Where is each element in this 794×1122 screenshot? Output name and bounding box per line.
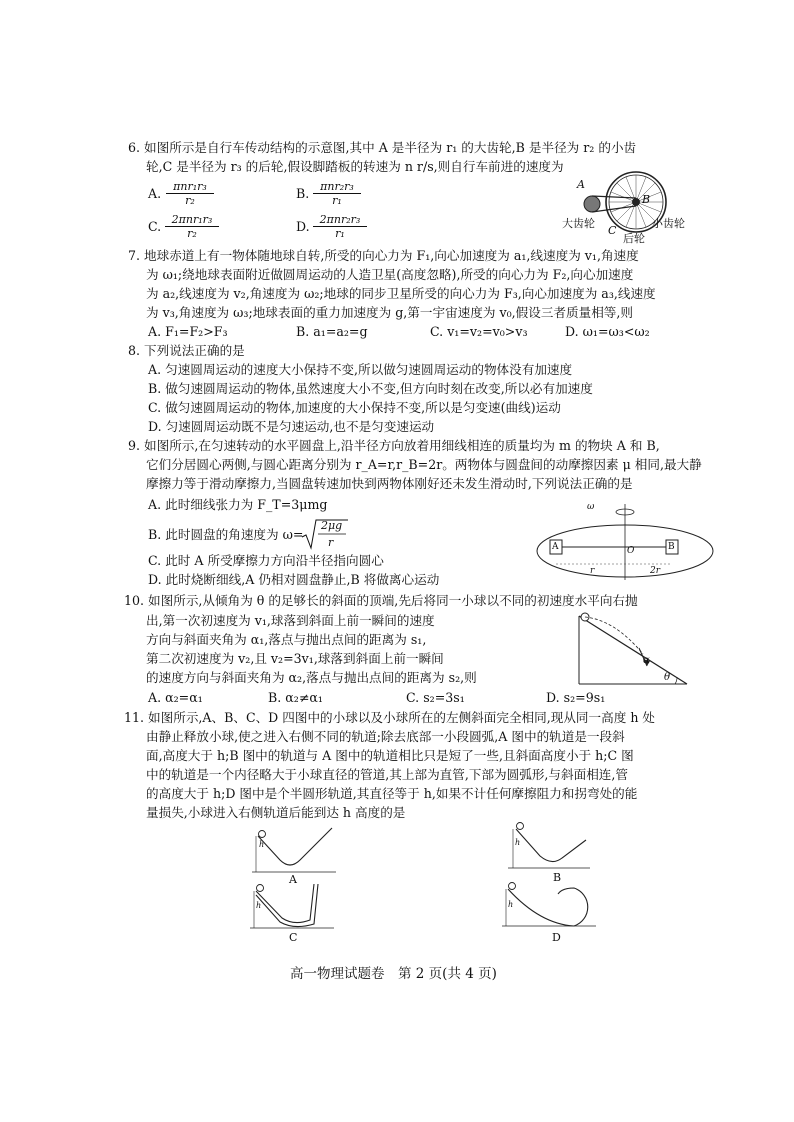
q11-c-ball xyxy=(257,885,264,892)
q11-c-h: h xyxy=(256,901,262,910)
q6-option-c-den: r₂ xyxy=(187,227,197,240)
q9-fig-label-o: O xyxy=(627,546,635,556)
q9-fig-label-2r: 2r xyxy=(650,566,661,576)
q11-label-d: D xyxy=(552,931,561,944)
q9-option-c: C. 此时 A 所受摩擦力方向沿半径指向圆心 xyxy=(148,553,384,568)
q6-fig-label-a: A xyxy=(577,178,585,191)
q11-stem-line6: 量损失,小球进入右侧轨道后能到达 h 高度的是 xyxy=(146,805,406,820)
q11-figure-a xyxy=(250,826,340,874)
q9-option-b-num: 2μg xyxy=(321,519,343,532)
q11-a-ball xyxy=(259,831,266,838)
q11-d-ball xyxy=(509,883,516,890)
q10-fig-theta: θ xyxy=(664,672,671,683)
q11-d-h: h xyxy=(508,900,514,909)
q6-option-b-fraction xyxy=(313,180,361,207)
q11-c-tube-inner xyxy=(256,884,314,923)
q6-stem-line1: 6. 如图所示是自行车传动结构的示意图,其中 A 是半径为 r₁ 的大齿轮,B 是半径为 r₂ 的小齿 xyxy=(128,140,637,155)
q6-fig-small-gear-label: 小齿轮 xyxy=(652,217,685,230)
q11-a-h: h xyxy=(259,840,265,849)
q11-stem-line2: 由静止释放小球,使之进入右侧不同的轨道;除去底部一小段圆弧,A 图中的轨道是一段斜 xyxy=(146,729,625,744)
q8-option-d: D. 匀速圆周运动既不是匀速运动,也不是匀变速运动 xyxy=(148,419,435,434)
q11-label-a: A xyxy=(289,873,297,886)
q10-option-b: B. α₂≠α₁ xyxy=(268,690,323,705)
q6-option-b-num: πnr₂r₃ xyxy=(313,180,361,194)
q6-fig-rear-wheel-label: 后轮 xyxy=(623,232,645,245)
q10-stem-line2: 出,第一次初速度为 v₁,球落到斜面上前一瞬间的速度 xyxy=(146,613,435,628)
q9-fig-label-r: r xyxy=(590,566,595,576)
q9-option-b-den: r xyxy=(328,536,334,549)
q9-stem-line3: 摩擦力等于滑动摩擦力,当圆盘转速加快到两物体刚好还未发生滑动时,下列说法正确的是 xyxy=(146,476,633,491)
q11-d-track xyxy=(508,888,588,926)
q10-option-c: C. s₂=3s₁ xyxy=(406,690,465,705)
q6-option-c-fraction xyxy=(165,213,219,240)
q11-figure-c xyxy=(248,882,338,932)
q7-stem-line3: 为 a₂,线速度为 v₂,角速度为 ω₂;地球的同步卫星所受的向心力为 F₃,向心加速度为 a₃,线速度 xyxy=(146,286,656,301)
q6-option-c-num: 2πnr₁r₃ xyxy=(165,213,219,227)
q6-small-gear xyxy=(632,198,640,206)
q9-option-a: A. 此时细线张力为 F_T=3μmg xyxy=(148,497,328,512)
q6-option-c-label: C. xyxy=(148,219,162,234)
q11-a-track xyxy=(258,828,332,865)
q6-option-b-label: B. xyxy=(296,186,310,201)
q6-fig-label-b: B xyxy=(642,193,651,206)
q11-stem-line4: 中的轨道是一个内径略大于小球直径的管道,其上部为直管,下部为圆弧形,与斜面相连,管 xyxy=(146,767,628,782)
q8-stem: 8. 下列说法正确的是 xyxy=(128,343,245,358)
q9-fig-label-a: A xyxy=(552,542,559,552)
q11-b-ball xyxy=(517,823,524,830)
q6-fig-label-c: C xyxy=(608,224,617,237)
q10-stem-line1: 10. 如图所示,从倾角为 θ 的足够长的斜面的顶端,先后将同一小球以不同的初速度水平向右抛 xyxy=(124,593,638,608)
q11-label-b: B xyxy=(553,871,562,884)
q11-stem-line5: 的高度大于 h;D 图中是个半圆形轨道,其直径等于 h,如果不计任何摩擦阻力和拐弯处的能 xyxy=(146,786,638,801)
q10-trajectory xyxy=(585,617,643,654)
q9-option-d: D. 此时烧断细线,A 仍相对圆盘静止,B 将做离心运动 xyxy=(148,572,440,587)
q7-option-d: D. ω₁=ω₃<ω₂ xyxy=(565,324,650,339)
q10-incline-slope xyxy=(579,616,687,684)
q7-option-b: B. a₁=a₂=g xyxy=(296,324,368,339)
q6-chain-top xyxy=(592,196,636,198)
q6-big-gear xyxy=(584,196,600,212)
q7-option-a: A. F₁=F₂>F₃ xyxy=(148,324,228,339)
q9-fig-omega: ω xyxy=(587,502,595,512)
q6-option-a-label: A. xyxy=(148,186,162,201)
q10-stem-line3: 方向与斜面夹角为 α₁,落点与抛出点间的距离为 s₁, xyxy=(146,632,427,647)
q6-stem-line2: 轮,C 是半径为 r₃ 的后轮,假设脚踏板的转速为 n r/s,则自行车前进的速度为 xyxy=(146,159,564,174)
q9-fig-label-b: B xyxy=(668,542,675,552)
q8-option-c: C. 做匀速圆周运动的物体,加速度的大小保持不变,所以是匀变速(曲线)运动 xyxy=(148,400,561,415)
q9-option-b-prefix: B. 此时圆盘的角速度为 ω= xyxy=(148,527,304,542)
q6-option-d-den: r₁ xyxy=(335,227,345,240)
q6-option-d-fraction xyxy=(313,213,367,240)
q8-option-b: B. 做匀速圆周运动的物体,虽然速度大小不变,但方向时刻在改变,所以必有加速度 xyxy=(148,381,593,396)
q7-stem-line2: 为 ω₁;绕地球表面附近做圆周运动的人造卫星(高度忽略),所受的向心力为 F₂,向心加速度 xyxy=(146,267,634,282)
q7-option-c: C. v₁=v₂=v₀>v₃ xyxy=(430,324,528,339)
q10-fig-alpha: α xyxy=(643,655,650,666)
q9-disc-figure xyxy=(535,500,715,590)
q10-option-a: A. α₂=α₁ xyxy=(148,690,203,705)
page-footer: 高一物理试题卷 第 2 页(共 4 页) xyxy=(290,966,497,982)
q6-option-a-fraction xyxy=(166,180,214,207)
q9-stem-line2: 它们分居圆心两侧,与圆心距离分别为 r_A=r,r_B=2r。两物体与圆盘间的动摩擦因素 μ 相同,最大静 xyxy=(146,457,702,472)
q11-figure-d xyxy=(500,880,600,934)
q11-stem-line1: 11. 如图所示,A、B、C、D 四图中的小球以及小球所在的左侧斜面完全相同,现从同一高度 h 处 xyxy=(124,710,656,725)
q6-fig-big-gear-label: 大齿轮 xyxy=(562,217,595,230)
q7-stem-line4: 为 v₃,角速度为 ω₃;地球表面的重力加速度为 g,第一宇宙速度为 v₀,假设三者质量相等,则 xyxy=(146,305,633,320)
q10-stem-line4: 第二次初速度为 v₂,且 v₂=3v₁,球落到斜面上前一瞬间 xyxy=(146,651,444,666)
q11-label-c: C xyxy=(289,931,298,944)
q6-option-b-den: r₁ xyxy=(332,194,342,207)
q9-stem-line1: 9. 如图所示,在匀速转动的水平圆盘上,沿半径方向放着用细线相连的质量均为 m 的物块 A 和 B, xyxy=(128,438,660,453)
q6-option-a-num: πnr₁r₃ xyxy=(166,180,214,194)
q11-b-h: h xyxy=(515,838,521,847)
q11-stem-line3: 面,高度大于 h;B 图中的轨道与 A 图中的轨道相比只是短了一些,且斜面高度小于 h;C 图 xyxy=(146,748,634,763)
q11-b-track xyxy=(516,829,586,862)
q10-option-d: D. s₂=9s₁ xyxy=(546,690,606,705)
q6-option-d-num: 2πnr₂r₃ xyxy=(313,213,367,227)
q8-option-a: A. 匀速圆周运动的速度大小保持不变,所以做匀速圆周运动的物体没有加速度 xyxy=(148,362,573,377)
q6-option-a-den: r₂ xyxy=(185,194,195,207)
q10-incline-figure xyxy=(575,612,695,692)
q6-option-d-label: D. xyxy=(296,219,310,234)
q10-stem-line5: 的速度方向与斜面夹角为 α₂,落点与抛出点间的距离为 s₂,则 xyxy=(146,670,477,685)
q7-stem-line1: 7. 地球赤道上有一物体随地球自转,所受的向心力为 F₁,向心加速度为 a₁,线速度为 v₁,角速度 xyxy=(128,248,639,263)
